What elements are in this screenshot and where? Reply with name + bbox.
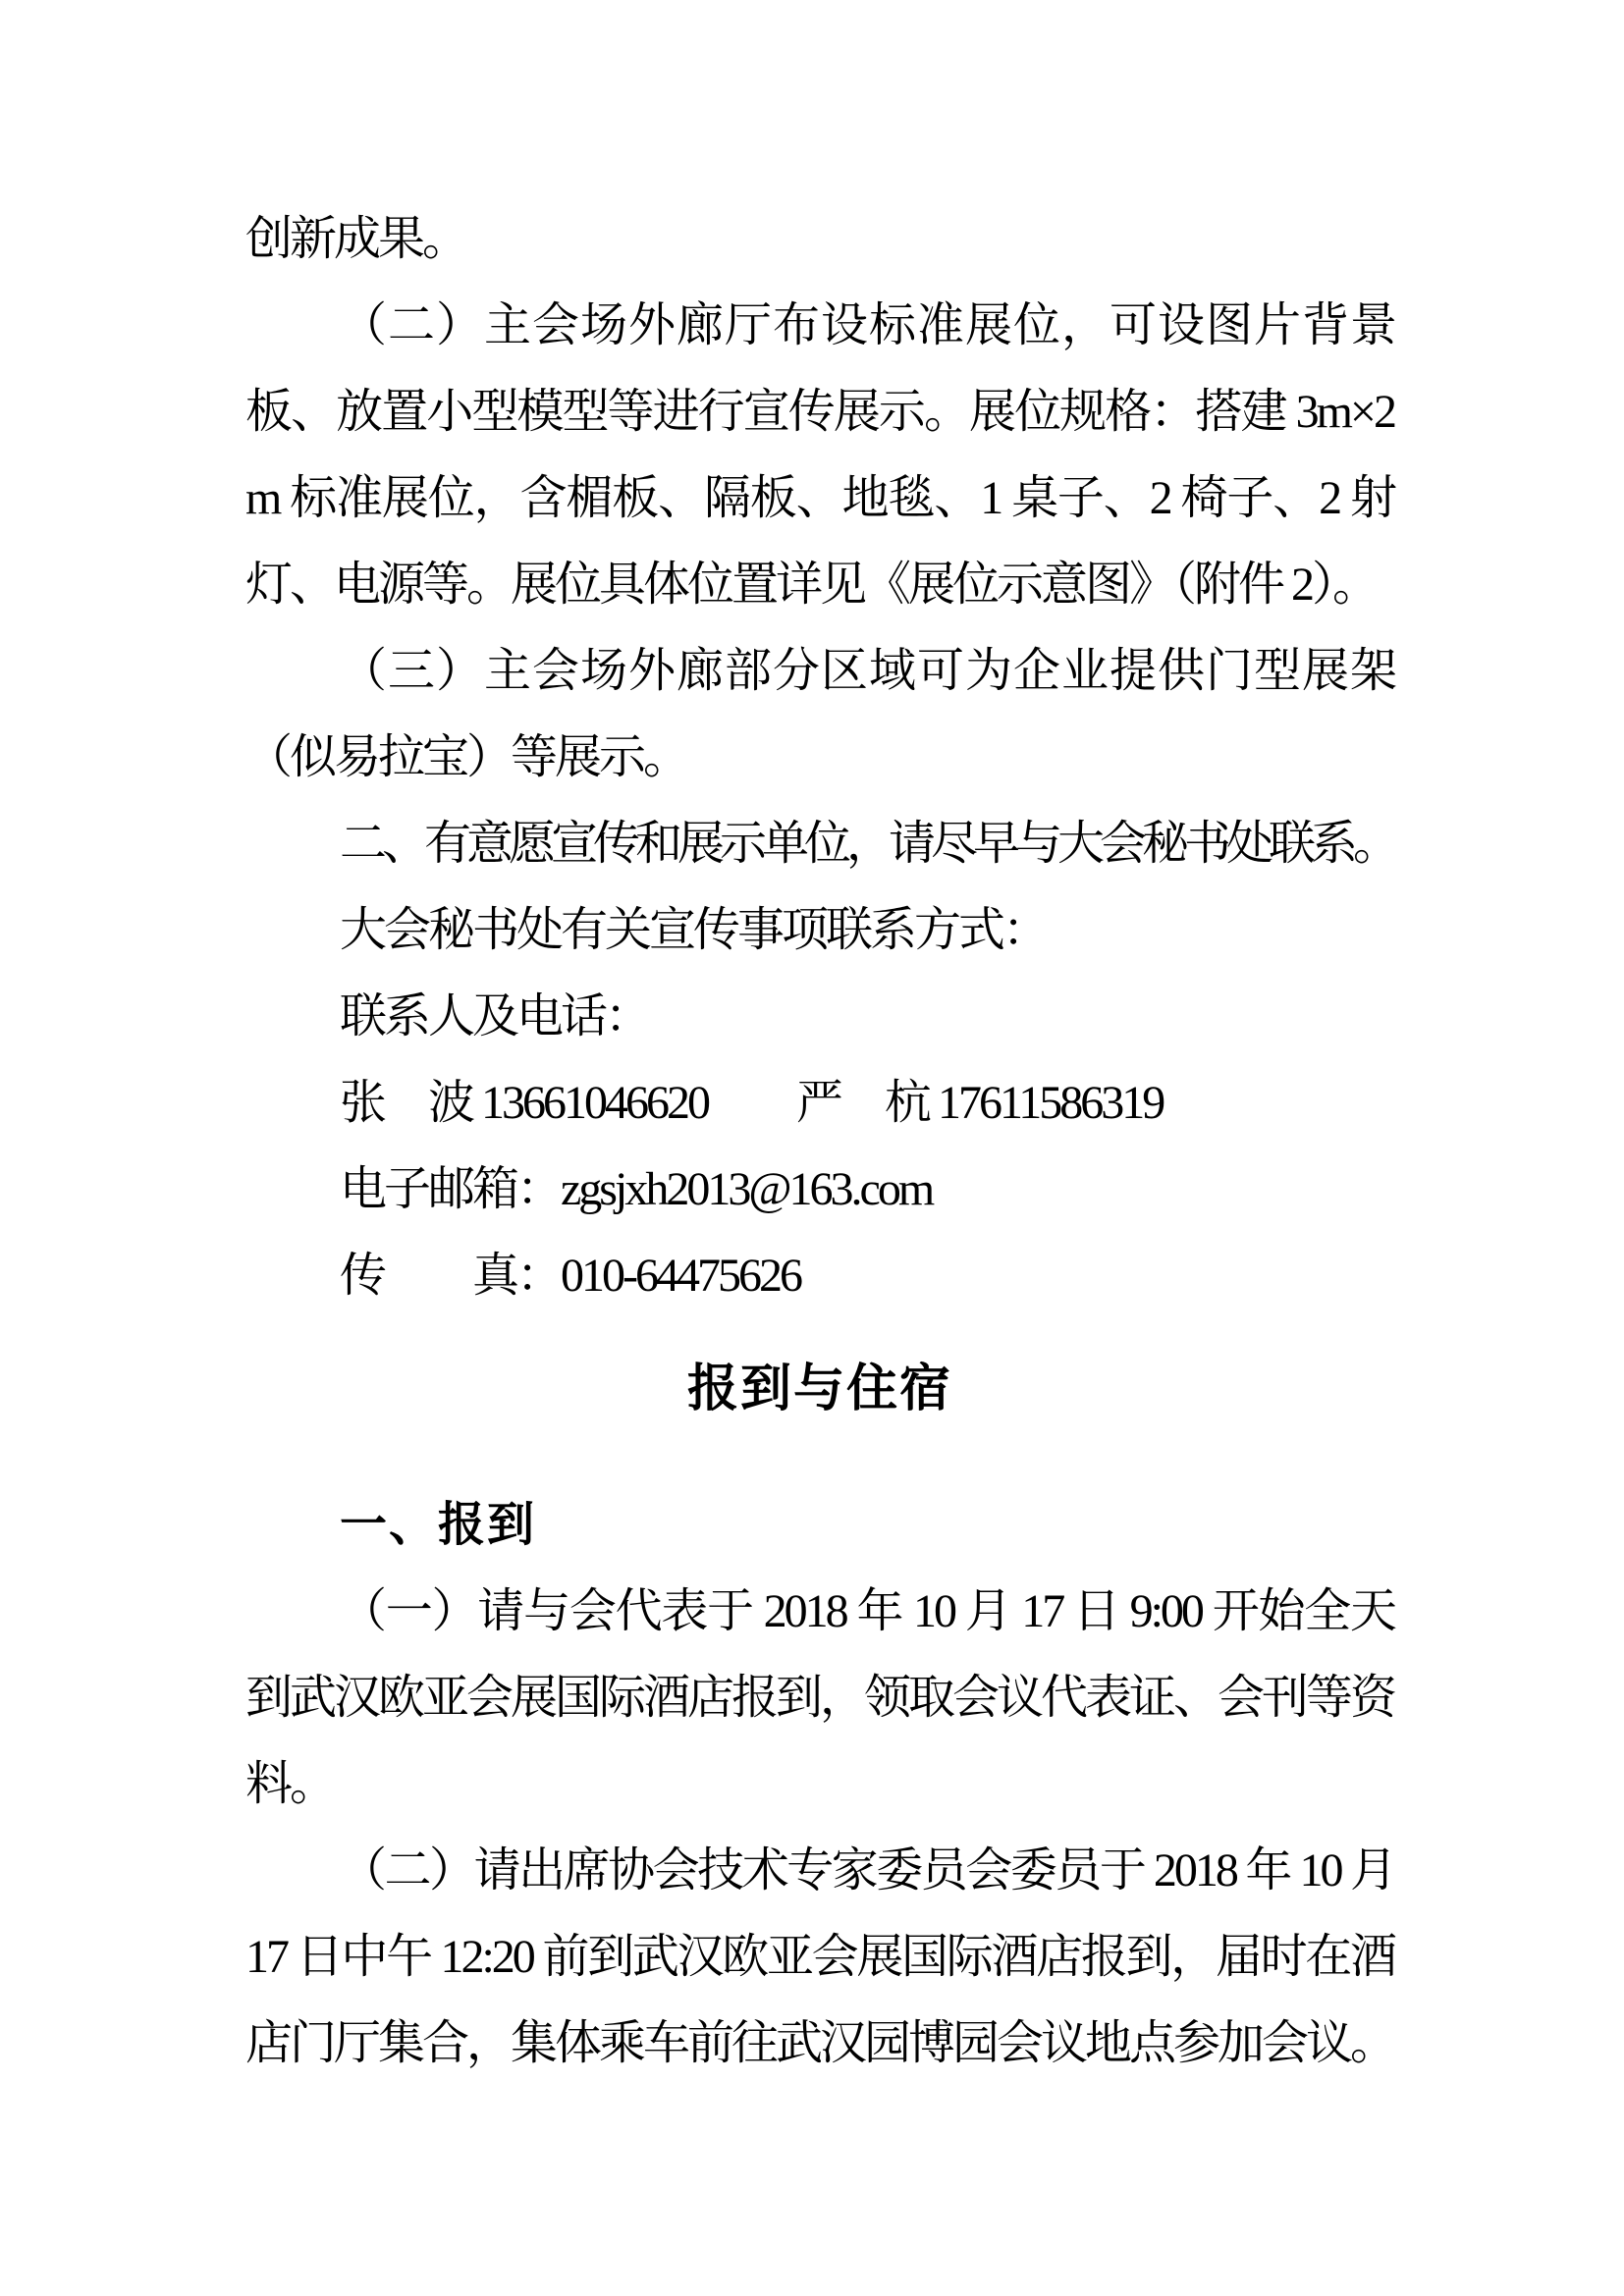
document-content (245, 196, 1394, 2087)
para-standard-booth-spec: （二）主会场外廊厅布设标准展位，可设图片背景板、放置小型模型等进行宣传展示。展位规格：搭建 3m×2m 标准展位，含楣板、隔板、地毯、1 桌子、2 椅子、2 射灯、电源等。展位具体位置详见《展位示意图》（附件 2）。 (245, 299, 1394, 611)
section-heading-registration-accommodation: 报到与住宿 (686, 1362, 952, 1417)
para-registration-expert-committee: （二）请出席协会技术专家委员会委员于 2018 年 10 月 17 日中午 12:20 前到武汉欧亚会展国际酒店报到，届时在酒店门厅集合，集体乘车前往武汉园博园会议地点参加会议。 (245, 1844, 1395, 2069)
subsection-heading-registration: 一、报到 (340, 1499, 537, 1551)
para-contact-person-label: 联系人及电话： (340, 990, 650, 1042)
para-email-address: 电子邮箱：zgsjxh2013@163.com (340, 1163, 933, 1215)
para-banner-stand-area: （三）主会场外廊部分区域可为企业提供门型展架（似易拉宝）等展示。 (245, 645, 1394, 783)
para-innovation-results-continuation: 创新成果。 (245, 213, 467, 265)
para-contact-secretariat-invite: 二、有意愿宣传和展示单位，请尽早与大会秘书处联系。 (340, 818, 1396, 870)
para-fax-number: 传 真：010-64475626 (340, 1250, 800, 1302)
para-phone-numbers: 张 波 13661046620 严 杭 17611586319 (340, 1077, 1164, 1129)
para-secretariat-contact-intro: 大会秘书处有关宣传事项联系方式： (340, 904, 1048, 956)
para-registration-general-delegates: （一）请与会代表于 2018 年 10 月 17 日 9:00 开始全天到武汉欧亚会展国际酒店报到，领取会议代表证、会刊等资料。 (245, 1585, 1395, 1810)
